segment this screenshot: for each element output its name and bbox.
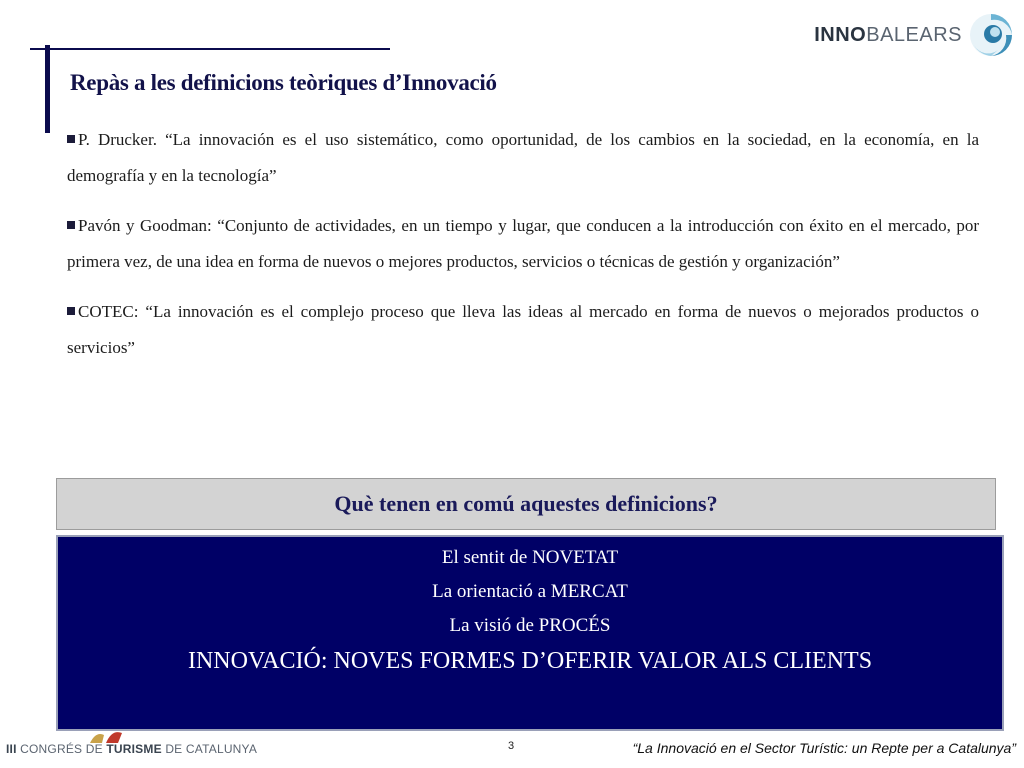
question-box: [56, 478, 996, 530]
logo-text-bold: INNO: [814, 23, 867, 46]
definition-text: COTEC: “La innovación es el complejo proceso que lleva las ideas al mercado en forma de nuevos o mejorados productos o servicios”: [67, 302, 979, 357]
congress-part1: CONGRÉS DE: [20, 742, 107, 756]
bullet-square-icon: [67, 221, 75, 229]
slide-title: Repàs a les definicions teòriques d’Innovació: [70, 70, 497, 95]
bullet-square-icon: [67, 135, 75, 143]
definitions-list: [67, 122, 979, 380]
answer-mercat: La orientació a MERCAT: [432, 581, 628, 602]
bullet-square-icon: [67, 307, 75, 315]
answer-proces: La visió de PROCÉS: [449, 615, 611, 636]
congress-bold: TURISME: [106, 742, 162, 756]
innobalears-logo: [804, 10, 1014, 60]
page-number: 3: [508, 740, 515, 752]
answer-box: [56, 535, 1004, 731]
footer-tagline: “La Innovació en el Sector Turístic: un Repte per a Catalunya”: [632, 740, 1016, 756]
title-rule-vertical: [45, 45, 50, 133]
congress-roman: III: [6, 742, 17, 756]
answer-conclusion: INNOVACIÓ: NOVES FORMES D’OFERIR VALOR ALS CLIENTS: [187, 648, 873, 674]
definition-text: P. Drucker. “La innovación es el uso sistemático, como oportunidad, de los cambios en la sociedad, en la economía, en la demografía y en la tecnología”: [67, 130, 979, 185]
globe-icon: [968, 12, 1014, 58]
logo-text-light: BALEARS: [866, 23, 962, 46]
answer-novetat: El sentit de NOVETAT: [441, 547, 619, 568]
congress-emblem-icon: [88, 729, 128, 743]
definition-text: Pavón y Goodman: “Conjunto de actividades, en un tiempo y lugar, que conducen a la introducción con éxito en el mercado, por primera vez, de una idea en forma de nuevos o mejores productos, servicios o técnicas de gestión y organización”: [67, 216, 979, 271]
congress-part2: DE CATALUNYA: [161, 742, 258, 756]
congress-name: [6, 742, 257, 756]
definition-drucker: [67, 122, 979, 194]
question-text: Què tenen en comú aquestes definicions?: [334, 491, 718, 516]
logo-text: [814, 24, 962, 47]
title-rule-horizontal: [30, 48, 390, 50]
definition-pavon-goodman: [67, 208, 979, 280]
definition-cotec: [67, 294, 979, 366]
